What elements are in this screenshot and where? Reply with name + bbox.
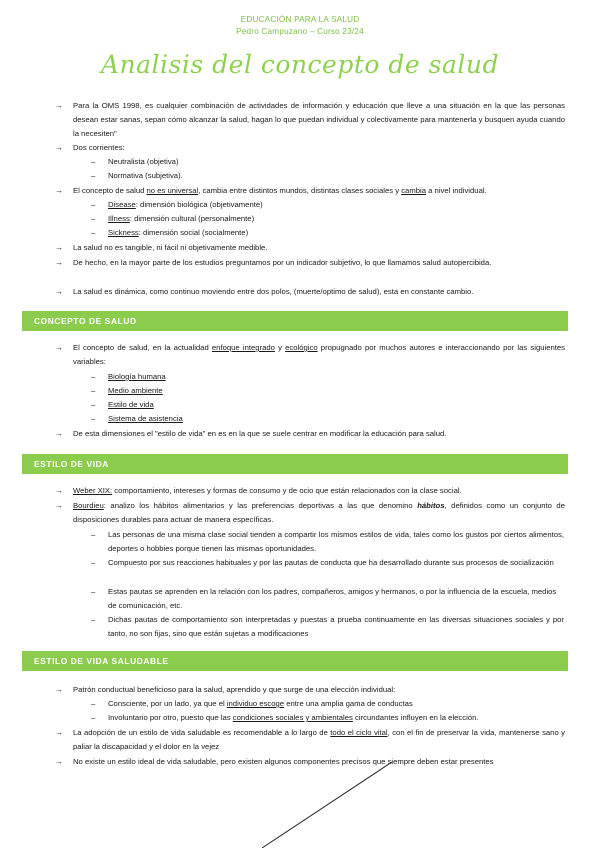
course-title: EDUCACIÓN PARA LA SALUD [240,15,360,24]
text-run: , con el fin de preservar la vida, mantenerse sano y paliar la discapacidad y el dolor en la vejez [73,728,566,751]
text-run: El concepto de salud [73,186,147,195]
text-run: y [274,343,286,352]
item-text: La salud es dinámica, como continuo moviendo entre dos polos, (muerte/optimo de salud), esta en constante cambio. [73,287,474,296]
page-title: Analisis del concepto de salud [101,50,499,79]
text-run: La adopción de un estilo de vida saludable es recomendable a lo largo de [73,728,331,737]
arrow-icon: → [55,258,63,267]
underlined-term: Disease [108,200,136,209]
dash-icon: – [91,214,96,223]
item-text: De hecho, en la mayor parte de los estudios preguntamos por un indicador subjetivo, lo que llamamos salud autopercibida. [73,258,492,267]
text-run: Involuntario por otro, puesto que las [108,713,233,722]
arrow-icon: → [55,685,63,694]
item-text: Dichas pautas de comportamiento son interpretadas y puestas a prueba continuamente en las diversas situaciones sociales y por tanto, no son fijas, sino que están sujetas a modificaciones [108,615,564,638]
text-run: , cambia entre distintos mundos, distintas clases sociales y [198,186,402,195]
underlined-term: no es universal [146,186,199,195]
underlined-term: Medio ambiente [108,386,163,395]
text-run: entre una amplia gama de conductas [284,699,413,708]
item-text: Estas pautas se aprenden en la relación con los padres, compañeros, amigos y hermanos, o por la influencia de la escuela, medios de comunicación, etc. [108,587,557,610]
underlined-term: Bourdieu [73,501,104,510]
arrow-icon: → [55,287,63,296]
arrow-icon: → [55,243,63,252]
dash-icon: – [91,587,96,596]
text-run: circundantes influyen en la elección. [352,713,479,722]
text-run: Consciente, por un lado, ya que el [108,699,227,708]
arrow-icon: → [55,186,63,195]
item-text: Dos corrientes: [73,143,125,152]
dash-icon: – [91,400,96,409]
text-run: a nivel individual. [426,186,487,195]
text-run: propugnado por muchos autores e interaccionando por las siguientes variables: [73,343,566,366]
item-text: Normativa (subjetiva). [108,171,183,180]
author-line: Pedro Campuzano – Curso 23/24 [236,27,364,36]
arrow-icon: → [55,429,63,438]
item-text: Las personas de una misma clase social tienden a compartir los mismos estilos de vida, tales como los gustos por ciertos alimentos, deportes o hobbies porque tienen las mismas oportunidades. [108,530,564,553]
dash-icon: – [91,558,96,567]
underlined-term: Biología humana [108,372,166,381]
text-run: comportamiento, intereses y formas de consumo y de ocio que están relacionados con la clase social. [112,486,462,495]
underlined-term: ecológico [285,343,318,352]
dash-icon: – [91,372,96,381]
underlined-term: individuo escoge [226,699,285,708]
arrow-icon: → [55,343,63,352]
dash-icon: – [91,157,96,166]
section-heading-saludable: ESTILO DE VIDA SALUDABLE [22,651,568,671]
text-run: : dimensión social (socialmente) [138,228,249,237]
underlined-term: Sistema de asistencia [108,414,183,423]
dash-icon: – [91,713,96,722]
dash-icon: – [91,530,96,539]
underlined-term: Weber XIX: [73,486,113,495]
text-run: , definidos como un conjunto de disposiciones durables para actuar de manera específicas. [73,501,565,524]
section-heading-concepto: CONCEPTO DE SALUD [22,311,568,331]
text-run: : analizo los hábitos alimentarios y las preferencias deportivas a las que denomino [103,501,418,510]
item-text: Neutralista (objetiva) [108,157,179,166]
arrow-icon: → [55,486,63,495]
dash-icon: – [91,228,96,237]
item-text: Para la OMS 1998, es cualquier combinación de actividades de información y educación que lleve a una situación en la que las personas desean estar sanas, sepan cómo alcanzar la salud, hagan lo que puedan individual y colectivamente para mantenerla y busquen ayuda cuando la necesiten" [73,101,565,138]
item-text: Patrón conductual beneficioso para la salud, aprendido y que surge de una elección individual: [73,685,396,694]
section-heading-estilo: ESTILO DE VIDA [22,454,568,474]
underlined-term: Sickness [108,228,139,237]
arrow-icon: → [55,101,63,110]
dash-icon: – [91,171,96,180]
dash-icon: – [91,200,96,209]
underlined-term: enfoque integrado [211,343,275,352]
dash-icon: – [91,414,96,423]
dash-icon: – [91,386,96,395]
arrow-icon: → [55,728,63,737]
item-text: De esta dimensiones el "estilo de vida" en es en la que se suele centrar en modificar la educación para salud. [73,429,447,438]
dash-icon: – [91,615,96,624]
text-run: : dimensión biológica (objetivamente) [135,200,263,209]
text-run: El concepto de salud, en la actualidad [73,343,212,352]
arrow-icon: → [55,501,63,510]
underlined-term: cambia [401,186,426,195]
underlined-term: condiciones sociales y ambientales [232,713,353,722]
item-text: Compuesto por sus reacciones habituales y por las pautas de conducta que ha desarrollado durante sus procesos de socialización [108,558,554,567]
arrow-icon: → [55,143,63,152]
item-text: No existe un estilo ideal de vida saludable, pero existen algunos componentes precisos que siempre deben estar presentes [73,757,494,766]
arrow-icon: → [55,757,63,766]
underlined-term: todo el ciclo vital [330,728,388,737]
underlined-term: Estilo de vida [108,400,154,409]
italic-term: hábitos [417,501,445,510]
dash-icon: – [91,699,96,708]
pen-line [262,762,392,848]
underlined-term: Illness [108,214,130,223]
item-text: La salud no es tangible, ni fácil ni objetivamente medible. [73,243,268,252]
text-run: : dimensión cultural (personalmente) [129,214,255,223]
